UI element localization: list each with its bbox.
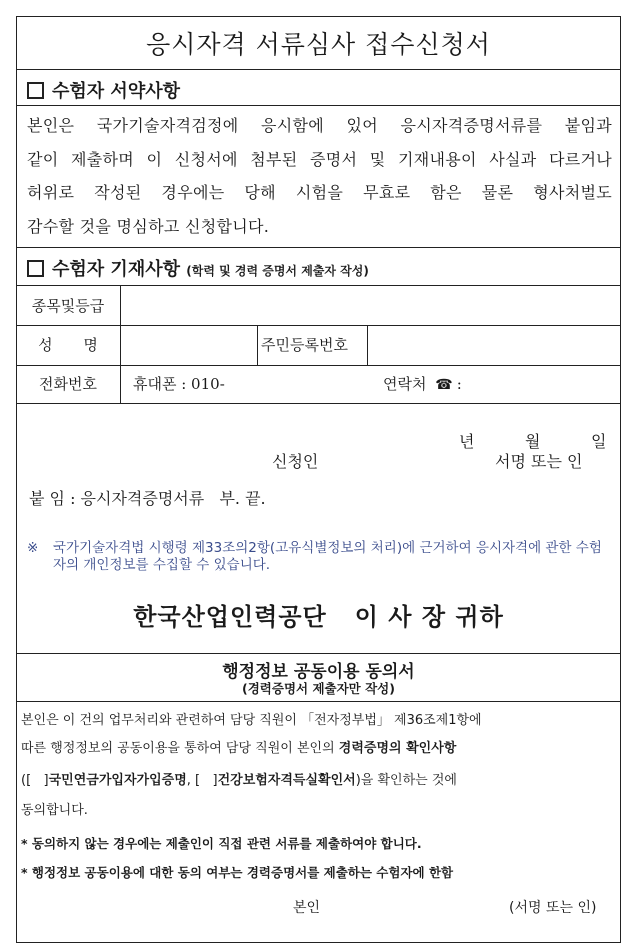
consent-sign-label: (서명 또는 인) xyxy=(509,900,597,916)
entry-header-label: 수험자 기재사항 xyxy=(52,259,180,280)
date-day: 일 xyxy=(591,432,607,451)
date-month: 월 xyxy=(525,432,541,451)
pledge-header-label: 수험자 서약사항 xyxy=(52,81,180,102)
phone-icon: ☎ xyxy=(435,377,453,393)
applicant-label: 신청인 xyxy=(272,452,319,471)
grade-label: 종목및등급 xyxy=(31,297,105,315)
pension-checkbox[interactable]: ([ ] xyxy=(21,773,49,788)
date-year: 년 xyxy=(459,432,475,451)
table-vline xyxy=(367,325,368,365)
consent-line-4: 동의합니다. xyxy=(21,803,88,818)
divider xyxy=(17,247,620,248)
health-checkbox[interactable]: , [ ] xyxy=(186,773,218,788)
consent-career-check: 경력증명의 확인사항 xyxy=(338,741,457,756)
grade-input[interactable] xyxy=(121,287,618,323)
consent-note-1: * 동의하지 않는 경우에는 제출인이 직접 관련 서류를 제출하여야 합니다. xyxy=(21,836,422,851)
name-label: 성 명 xyxy=(38,336,98,354)
divider xyxy=(17,653,620,654)
mobile-input[interactable] xyxy=(257,367,377,401)
contact-colon: : xyxy=(456,375,462,393)
consent-line-3 xyxy=(21,765,616,796)
entry-header-note: (학력 및 경력 증명서 제출자 작성) xyxy=(186,264,369,278)
application-form xyxy=(16,16,621,943)
attachment-line: 붙 임 : 응시자격증명서류 부. 끝. xyxy=(29,489,266,508)
consent-line-1: 본인은 이 건의 업무처리와 관련하여 담당 직원이 「전자정부법」 제36조제1항에 xyxy=(21,713,482,728)
checkbox-pledge[interactable] xyxy=(27,82,44,99)
entry-section-header xyxy=(27,255,369,281)
contact-label xyxy=(383,373,462,394)
applicant-sign-label: 서명 또는 인 xyxy=(495,452,583,471)
divider xyxy=(17,69,620,70)
phone-label: 전화번호 xyxy=(39,375,97,393)
divider xyxy=(17,325,620,326)
rrn-label: 주민등록번호 xyxy=(261,336,348,354)
pledge-line: 같이 제출하며 이 신청서에 첨부된 증명서 및 기재내용이 사실과 다르거나 xyxy=(27,149,612,169)
table-vline xyxy=(120,285,121,403)
privacy-notice: 국가기술자격법 시행령 제33조의2항(고유식별정보의 처리)에 근거하여 응시자격에 관한 수험자의 개인정보를 수집할 수 있습니다. xyxy=(53,540,602,573)
divider xyxy=(17,285,620,286)
table-vline xyxy=(257,325,258,365)
consent-signer-label: 본인 xyxy=(293,900,321,916)
health-cert-label: 건강보험자격득실확인서 xyxy=(217,773,356,788)
checkbox-entry[interactable] xyxy=(27,260,44,277)
form-title: 응시자격 서류심사 접수신청서 xyxy=(146,30,491,59)
contact-label-text: 연락처 xyxy=(383,375,427,393)
pledge-line: 본인은 국가기술자격검정에 응시함에 있어 응시자격증명서류를 붙임과 xyxy=(27,116,612,135)
divider xyxy=(17,403,620,404)
consent-title: 행정정보 공동이용 동의서 xyxy=(222,662,415,682)
pledge-text xyxy=(27,109,612,243)
pledge-line: 허위로 작성된 경우에는 당해 시험을 무효로 함은 물론 형사처벌도 xyxy=(27,183,612,202)
mobile-prefix: 휴대폰 : 010- xyxy=(133,375,225,393)
privacy-notice-mark: ※ xyxy=(27,540,39,556)
pension-cert-label: 국민연금가입자가입증명 xyxy=(48,773,187,788)
consent-line-2 xyxy=(21,733,616,764)
consent-line-3-tail: )을 확인하는 것에 xyxy=(355,773,457,788)
divider xyxy=(17,365,620,366)
contact-input[interactable] xyxy=(487,367,618,401)
rrn-input[interactable] xyxy=(369,327,618,363)
consent-line-2-text: 따른 행정정보의 공동이용을 통하여 담당 직원이 본인의 xyxy=(21,741,339,756)
pledge-line: 감수할 것을 명심하고 신청합니다. xyxy=(27,216,270,236)
divider xyxy=(17,701,620,702)
name-input[interactable] xyxy=(121,327,255,363)
consent-subtitle: (경력증명서 제출자만 작성) xyxy=(242,681,395,696)
consent-note-2: * 행정정보 공동이용에 대한 동의 여부는 경력증명서를 제출하는 수험자에 한함 xyxy=(21,865,454,880)
addressee: 한국산업인력공단 이 사 장 귀하 xyxy=(133,602,504,631)
pledge-section-header xyxy=(27,77,180,103)
divider xyxy=(17,105,620,106)
